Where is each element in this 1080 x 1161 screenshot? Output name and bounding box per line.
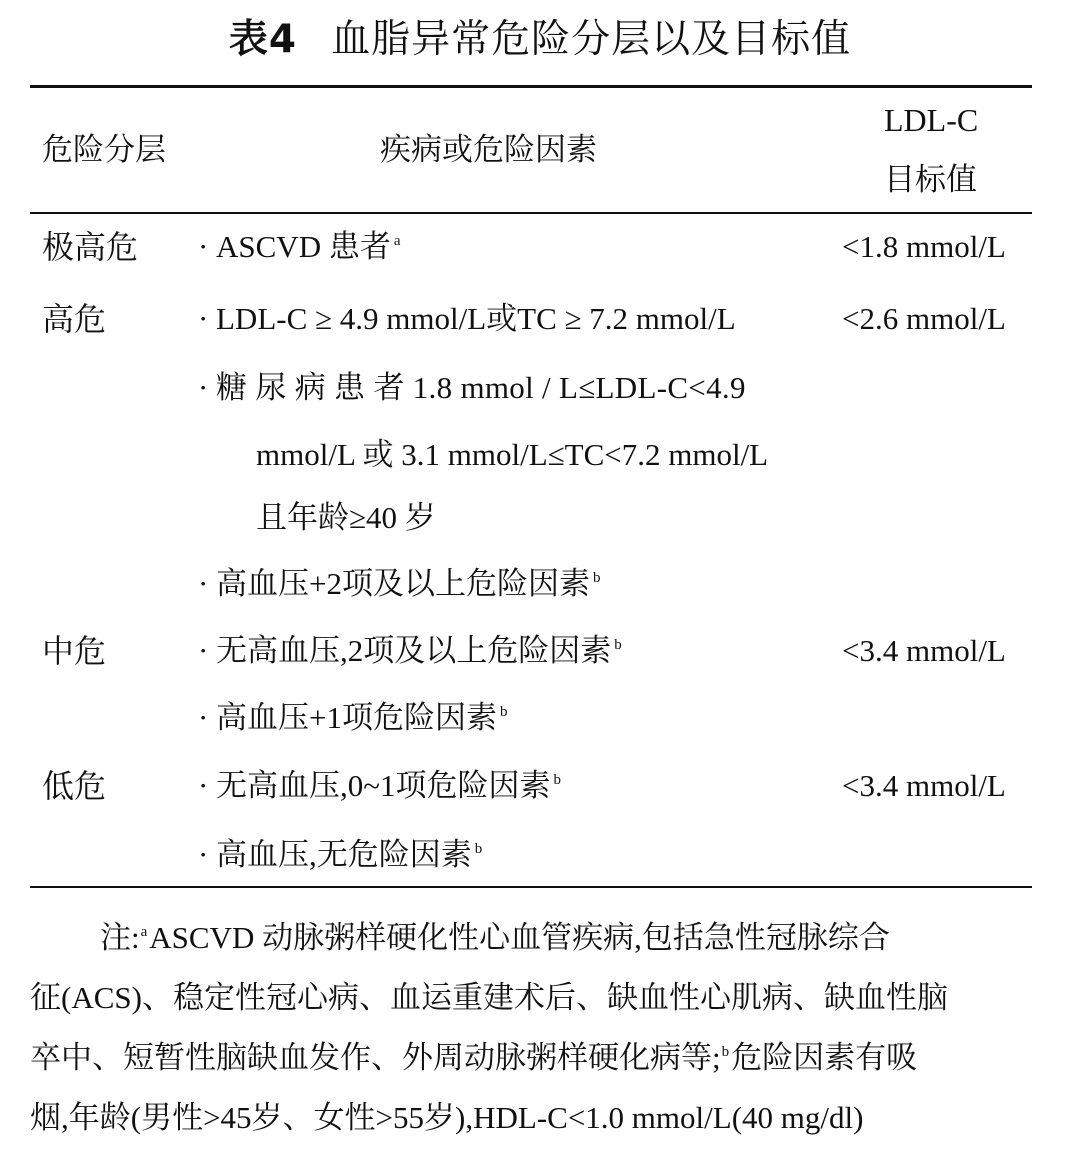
table-number: 表4 xyxy=(228,17,298,62)
bullet: · xyxy=(198,370,209,405)
table-title-text: 血脂异常危险分层以及目标值 xyxy=(331,17,852,62)
bullet: · xyxy=(198,768,209,803)
header-target-value: 目标值 xyxy=(884,162,977,198)
footnote-marker: b xyxy=(499,704,508,720)
risk-level: 极高危 xyxy=(42,228,139,266)
note-line: 注:$^a$ASCVD 动脉粥样硬化性心血管疾病,包括急性冠脉综合 xyxy=(100,920,890,955)
risk-factor: · 高血压+1项危险因素 $^b$ xyxy=(198,698,507,738)
risk-level: 中危 xyxy=(42,632,107,670)
footnote-marker: b xyxy=(553,772,562,788)
note-line: 征(ACS)、稳定性冠心病、血运重建术后、缺血性心肌病、缺血性脑 xyxy=(30,980,948,1015)
table-title xyxy=(0,14,1080,66)
risk-factor: · 高血压+2项及以上危险因素 $^b$ xyxy=(198,564,600,604)
risk-factor: · 无高血压,0~1项危险因素 $^b$ xyxy=(198,766,561,806)
footnote-marker: b xyxy=(721,1044,730,1060)
ldl-target: <3.4 mmol/L xyxy=(842,768,1006,803)
risk-factor-continued: 且年龄≥40 岁 xyxy=(256,500,436,535)
risk-level: 低危 xyxy=(42,767,107,805)
footnote-marker: b xyxy=(592,570,601,586)
risk-factor: · 无高血压,2项及以上危险因素 $^b$ xyxy=(198,631,622,671)
risk-factor-continued: mmol/L 或 3.1 mmol/L≤TC<7.2 mmol/L xyxy=(256,437,769,472)
bottom-rule xyxy=(30,886,1032,888)
footnote-marker: b xyxy=(474,841,483,857)
bullet: · xyxy=(198,700,209,735)
note-line: 卒中、短暂性脑缺血发作、外周动脉粥样硬化病等;$^b$危险因素有吸 xyxy=(30,1040,918,1075)
ldl-target: <1.8 mmol/L xyxy=(842,229,1006,264)
header-rule xyxy=(30,212,1032,214)
bullet: · xyxy=(198,229,209,264)
bullet: · xyxy=(198,301,209,336)
top-rule xyxy=(30,85,1032,88)
risk-factor: · LDL-C ≥ 4.9 mmol/L或TC ≥ 7.2 mmol/L xyxy=(198,299,736,339)
footnote-marker: a xyxy=(393,233,401,249)
ldl-target: <3.4 mmol/L xyxy=(842,633,1006,668)
bullet: · xyxy=(198,633,209,668)
note-prefix: 注: xyxy=(100,920,140,955)
header-disease-factor: 疾病或危险因素 xyxy=(380,132,597,168)
footnote-marker: a xyxy=(140,924,148,940)
bullet: · xyxy=(198,837,209,872)
risk-factor: · 糖 尿 病 患 者 1.8 mmol / L≤LDL-C<4.9 xyxy=(198,368,746,408)
header-target-ldl: LDL-C xyxy=(884,102,979,138)
bullet: · xyxy=(198,566,209,601)
ldl-target: <2.6 mmol/L xyxy=(842,301,1006,336)
note-line: 烟,年龄(男性>45岁、女性>55岁),HDL-C<1.0 mmol/L(40 mg/dl) xyxy=(30,1100,864,1135)
footnote-marker: b xyxy=(614,637,622,653)
risk-factor: · ASCVD 患者 $^a$ xyxy=(198,227,401,267)
header-risk-level: 危险分层 xyxy=(42,132,166,168)
risk-factor: · 高血压,无危险因素 $^b$ xyxy=(198,835,482,875)
risk-level: 高危 xyxy=(42,300,107,338)
